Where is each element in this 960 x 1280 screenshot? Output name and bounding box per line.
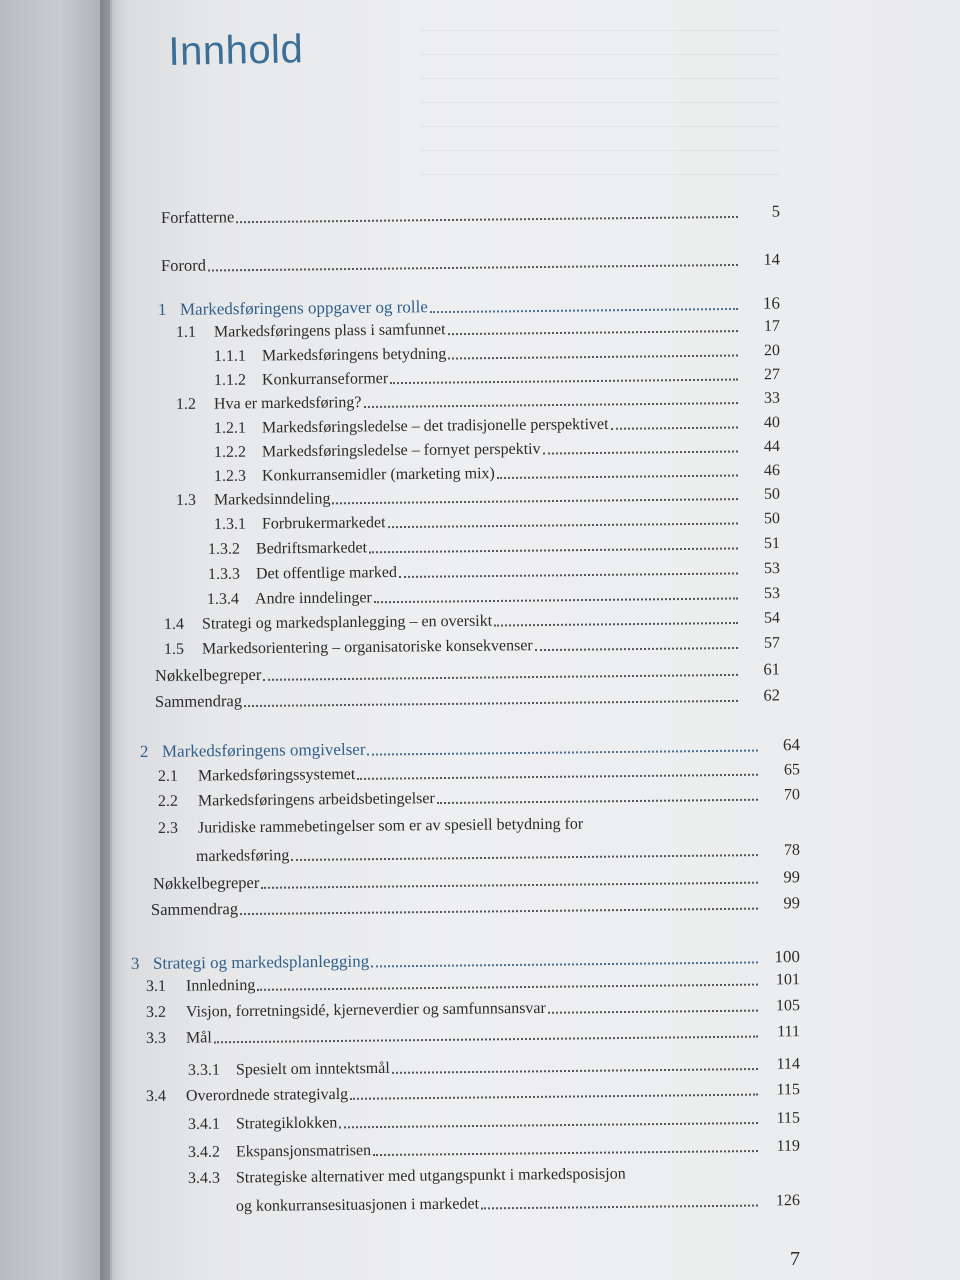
toc-number: 3.3.1 — [187, 1061, 221, 1079]
toc-number: 3.3 — [145, 1029, 167, 1047]
toc-row — [214, 510, 780, 534]
toc-row — [146, 1023, 800, 1048]
toc-row — [176, 486, 780, 510]
toc-row — [214, 438, 780, 462]
toc-label: og konkurransesituasjonen i markedet — [235, 1195, 480, 1215]
toc-page-number: 65 — [783, 761, 801, 779]
dot-leader — [263, 673, 738, 681]
toc-label: Nøkkelbegreper — [152, 872, 260, 893]
toc-row — [188, 1110, 800, 1134]
toc-page-number: 126 — [775, 1192, 801, 1210]
toc-page-number: 51 — [763, 535, 781, 553]
toc-row — [161, 250, 780, 276]
toc-row — [155, 685, 780, 712]
toc-number: 3.4.3 — [187, 1169, 221, 1187]
toc-row — [158, 786, 800, 811]
toc-number: 3.1 — [145, 977, 167, 995]
dot-leader — [240, 907, 758, 915]
dot-leader — [214, 1035, 758, 1044]
toc-page-number: 40 — [763, 414, 781, 432]
toc-row — [146, 997, 800, 1022]
dot-leader — [481, 1204, 758, 1210]
toc-page-number: 54 — [763, 609, 781, 627]
toc-number: 1.2.3 — [213, 467, 247, 485]
dot-leader — [373, 1149, 758, 1156]
toc-page-number: 99 — [783, 893, 801, 913]
toc-row — [208, 535, 780, 559]
toc-page-number: 61 — [763, 659, 781, 679]
toc-number: 1.3.1 — [213, 515, 247, 533]
toc-page-number: 70 — [783, 786, 801, 804]
dot-leader — [494, 621, 738, 627]
toc-row — [196, 842, 800, 866]
toc-number: 1.3.2 — [207, 540, 241, 558]
toc-label: Spesielt om inntektsmål — [235, 1059, 390, 1079]
toc-label: Sammendrag — [154, 691, 243, 711]
toc-page-number: 46 — [763, 462, 781, 480]
toc-row — [164, 610, 780, 634]
dot-leader — [374, 596, 738, 603]
toc-row — [161, 202, 780, 228]
toc-label: Forord — [160, 255, 207, 275]
dot-leader — [368, 749, 759, 756]
toc-page-number: 115 — [776, 1081, 801, 1099]
toc-page-number: 16 — [762, 293, 781, 313]
dot-leader — [208, 263, 738, 272]
toc-number: 1.5 — [163, 640, 185, 658]
toc-row — [188, 1138, 800, 1162]
toc-label: Strategi og markedsplanlegging – en oversikt — [201, 612, 493, 633]
toc-label: Markedsføringens oppgaver og rolle — [179, 297, 428, 319]
toc-number: 3 — [130, 953, 140, 973]
toc-page-number: 114 — [776, 1055, 801, 1073]
dot-leader — [611, 426, 738, 430]
toc-label: Innledning — [185, 976, 256, 995]
toc-label: Forfatterne — [160, 207, 235, 227]
toc-page-number: 99 — [783, 867, 801, 887]
toc-row — [176, 390, 780, 414]
toc-row — [158, 813, 800, 838]
toc-row — [188, 1056, 800, 1080]
toc-label: Markedsføringens betydning — [261, 345, 447, 365]
dot-leader — [535, 646, 738, 651]
toc-label: Hva er markedsføring? — [213, 394, 362, 413]
dot-leader — [257, 983, 758, 991]
toc-label: Markedsføringens plass i samfunnet — [213, 321, 446, 341]
toc-page-number: 14 — [763, 249, 781, 269]
toc-number: 2.1 — [157, 767, 179, 785]
toc-label: markedsføring — [195, 847, 290, 865]
toc-label: Mål — [185, 1029, 212, 1047]
toc-label: Konkurransemidler (marketing mix) — [261, 465, 495, 485]
toc-number: 1.2.2 — [213, 443, 247, 461]
toc-page-number: 119 — [776, 1137, 801, 1155]
toc-label: Strategiklokken — [235, 1114, 338, 1133]
dot-leader — [261, 881, 758, 889]
toc-page-number: 78 — [783, 841, 801, 859]
toc-row — [208, 560, 780, 584]
toc-number: 1.3.4 — [206, 590, 240, 608]
toc-chapter-row — [131, 947, 800, 974]
dot-leader — [369, 546, 738, 553]
toc-number: 1.1.1 — [213, 347, 247, 365]
dot-leader — [332, 497, 738, 504]
toc-row — [153, 867, 800, 894]
dot-leader — [244, 699, 738, 707]
toc-label: Forbrukermarkedet — [261, 514, 386, 533]
toc-label: Konkurranseformer — [261, 370, 389, 389]
toc-row — [214, 414, 780, 438]
toc-page-number: 50 — [763, 485, 781, 503]
toc-label: Strategiske alternativer med utgangspunkt i markedsposisjon — [235, 1165, 626, 1187]
toc-page-number: 44 — [763, 438, 781, 456]
toc-label: Det offentlige marked — [255, 564, 398, 583]
toc-page-number: 101 — [775, 971, 801, 989]
toc-label: Overordnede strategivalg — [185, 1085, 349, 1105]
toc-number: 1.4 — [163, 615, 185, 633]
page-number: 7 — [790, 1248, 800, 1270]
toc-row — [214, 342, 780, 366]
toc-number: 1 — [157, 299, 167, 319]
toc-page-number: 57 — [763, 634, 781, 652]
toc-number: 3.2 — [145, 1003, 167, 1021]
toc-label: Strategi og markedsplanlegging — [152, 951, 370, 973]
dot-leader — [236, 215, 738, 223]
toc-page-number: 33 — [763, 389, 781, 407]
toc-label: Bedriftsmarkedet — [255, 539, 368, 558]
toc-number: 1.1.2 — [213, 371, 247, 389]
toc-label: Markedsføringens arbeidsbetingelser — [197, 790, 435, 810]
toc-row — [207, 585, 780, 609]
dot-leader — [350, 1093, 758, 1100]
toc-label: Markedsføringens omgivelser — [161, 739, 366, 761]
toc-page-number: 115 — [776, 1109, 801, 1127]
toc-page-number: 20 — [763, 342, 781, 360]
page-title: Innhold — [168, 27, 304, 74]
toc-row — [176, 318, 780, 342]
toc-label: Markedsføringsledelse – det tradisjonelle perspektivet — [261, 415, 609, 437]
toc-number: 2.3 — [157, 819, 179, 837]
toc-chapter-row — [158, 293, 780, 320]
toc-label: Sammendrag — [150, 899, 239, 919]
toc-row — [188, 1164, 800, 1188]
toc-page-number: 62 — [763, 685, 781, 705]
toc-page-number: 64 — [782, 735, 801, 755]
toc-row — [214, 462, 780, 486]
dot-leader — [437, 798, 758, 804]
toc-row — [151, 893, 800, 920]
dot-leader — [448, 329, 738, 335]
toc-number: 3.4.1 — [187, 1115, 221, 1133]
toc-row — [236, 1192, 800, 1216]
dot-leader — [497, 474, 738, 480]
dot-leader — [399, 571, 738, 578]
toc-number: 3.4.2 — [187, 1143, 221, 1161]
toc-row — [158, 761, 800, 786]
toc-label: Markedsføringssystemet — [197, 765, 356, 785]
toc-row — [146, 971, 800, 996]
toc-row — [146, 1081, 800, 1106]
toc-row — [164, 635, 780, 659]
toc-label: Visjon, forretningsidé, kjerneverdier og samfunnsansvar — [185, 999, 546, 1021]
dot-leader — [392, 1067, 758, 1074]
dot-leader — [339, 1121, 758, 1128]
dot-leader — [291, 853, 758, 861]
toc-page-number: 53 — [763, 585, 781, 603]
toc-label: Markedsorientering – organisatoriske konsekvenser — [201, 637, 533, 658]
toc-number: 3.4 — [145, 1087, 167, 1105]
dot-leader — [364, 401, 739, 408]
toc-label: Nøkkelbegreper — [154, 664, 262, 685]
dot-leader — [357, 773, 758, 780]
toc-row — [155, 659, 780, 686]
toc-label: Andre inndelinger — [254, 589, 372, 608]
toc-page-number: 5 — [771, 201, 781, 221]
dot-leader — [430, 307, 738, 313]
toc-page-number: 50 — [763, 510, 781, 528]
toc-number: 2 — [139, 741, 149, 761]
toc-label: Markedsføringsledelse – fornyet perspektiv — [261, 440, 541, 461]
toc-page-number: 17 — [763, 317, 781, 335]
toc-label: Markedsinndeling — [213, 490, 331, 509]
toc-number: 1.1 — [175, 323, 197, 341]
toc-number: 1.2 — [175, 395, 197, 413]
dot-leader — [388, 522, 738, 529]
toc-page-number: 27 — [763, 366, 781, 384]
toc-label: Ekspansjonsmatrisen — [235, 1142, 372, 1161]
toc-page-number: 105 — [775, 997, 801, 1015]
dot-leader — [371, 960, 758, 967]
toc-chapter-row — [140, 735, 800, 762]
dot-leader — [548, 1009, 758, 1014]
dot-leader — [543, 450, 738, 455]
toc-label: Juridiske rammebetingelser som er av spesiell betydning for — [197, 815, 584, 837]
dot-leader — [390, 378, 738, 385]
toc-number: 2.2 — [157, 792, 179, 810]
toc-number: 1.3.3 — [207, 565, 241, 583]
toc-row — [214, 366, 780, 390]
toc-number: 1.2.1 — [213, 419, 247, 437]
dot-leader — [448, 354, 738, 360]
toc-page-number: 111 — [777, 1023, 801, 1041]
toc-page-number: 100 — [774, 946, 801, 967]
toc-number: 1.3 — [175, 491, 197, 509]
toc-page-number: 53 — [763, 560, 781, 578]
